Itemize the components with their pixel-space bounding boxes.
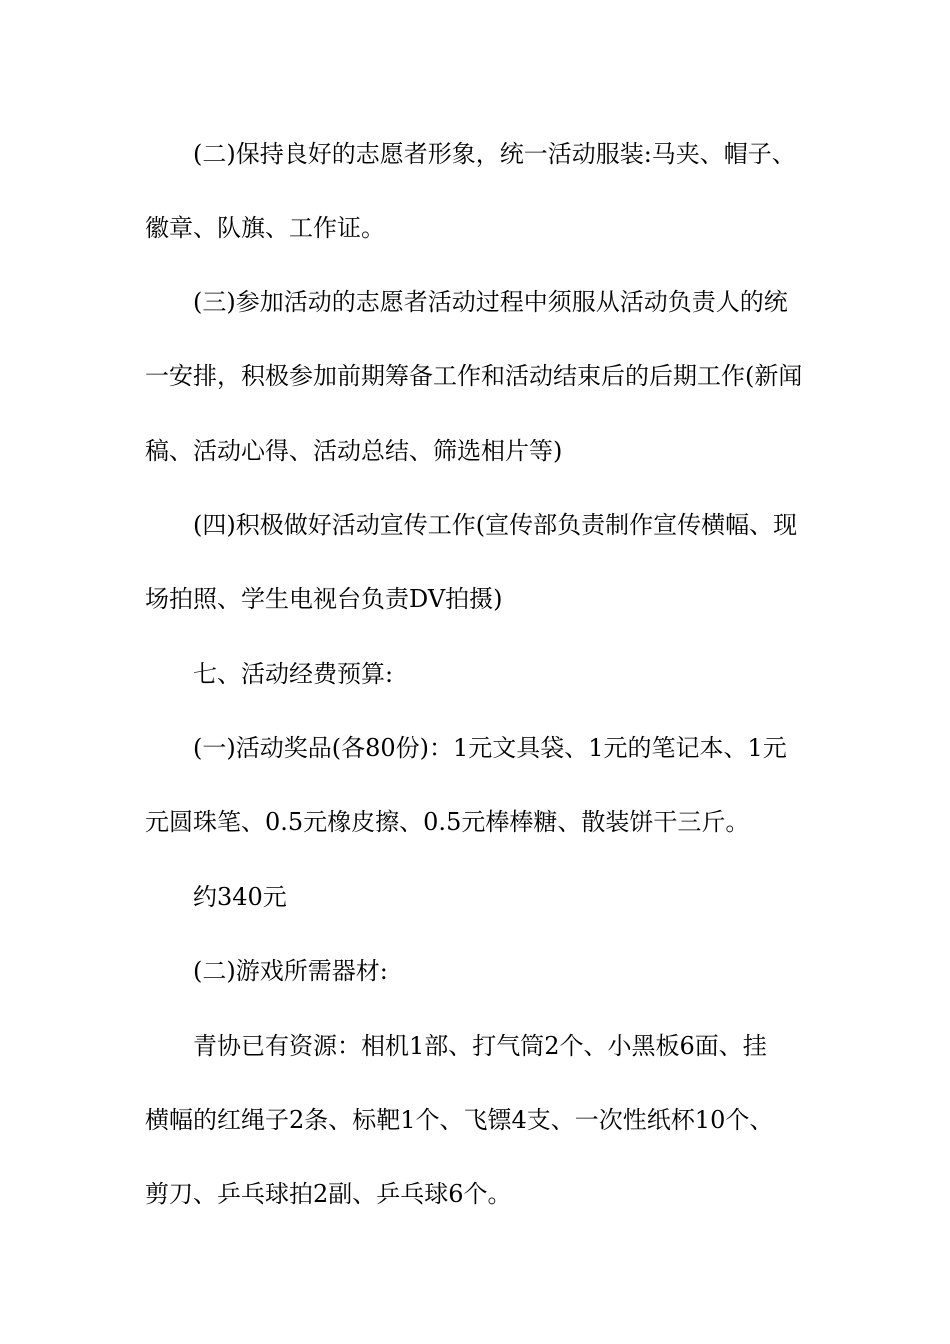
paragraph-line: (四)积极做好活动宣传工作(宣传部负责制作宣传横幅、现 [193, 511, 798, 539]
paragraph-line: (三)参加活动的志愿者活动过程中须服从活动负责人的统 [193, 288, 788, 316]
paragraph-line: 约340元 [193, 883, 287, 911]
paragraph-line: (二)保持良好的志愿者形象，统一活动服装:马夹、帽子、 [193, 140, 796, 168]
paragraph-line: 元圆珠笔、0.5元橡皮擦、0.5元棒棒糖、散装饼干三斤。 [145, 808, 750, 836]
paragraph-line: (二)游戏所需器材: [193, 957, 388, 985]
paragraph-line: 剪刀、乒乓球拍2副、乒乓球6个。 [145, 1180, 512, 1208]
section-heading: 七、活动经费预算: [193, 660, 394, 688]
paragraph-line: 场拍照、学生电视台负责DV拍摄) [145, 585, 503, 613]
paragraph-line: 青协已有资源：相机1部、打气筒2个、小黑板6面、挂 [193, 1032, 767, 1060]
paragraph-line: 一安排，积极参加前期筹备工作和活动结束后的后期工作(新闻 [145, 362, 803, 390]
paragraph-line: 稿、活动心得、活动总结、筛选相片等) [145, 437, 563, 465]
paragraph-line: 横幅的红绳子2条、标靶1个、飞镖4支、一次性纸杯10个、 [145, 1106, 774, 1134]
paragraph-line: (一)活动奖品(各80份)：1元文具袋、1元的笔记本、1元 [193, 734, 787, 762]
paragraph-line: 徽章、队旗、工作证。 [145, 214, 385, 242]
